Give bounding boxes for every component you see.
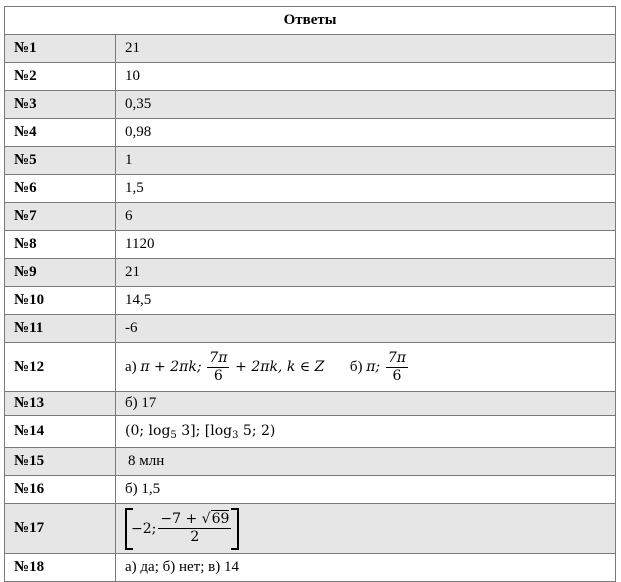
answer-value: 21 <box>116 35 616 63</box>
question-number: №1 <box>5 35 116 63</box>
interval-part: 3]; [log <box>176 422 233 439</box>
table-row <box>5 476 616 504</box>
table-row <box>5 35 616 63</box>
answer-value: а) да; б) нет; в) 14 <box>116 554 616 582</box>
question-number: №17 <box>5 504 116 554</box>
log-base: 5 <box>170 429 177 441</box>
table-row <box>5 147 616 175</box>
fraction <box>386 350 408 385</box>
sqrt-sign: √ <box>201 511 211 527</box>
answer-value: -6 <box>116 315 616 343</box>
table-row <box>5 231 616 259</box>
interval-part: 5; 2) <box>238 422 276 439</box>
sqrt-argument: 69 <box>211 511 230 527</box>
table-row <box>5 287 616 315</box>
fraction-numerator: 7π <box>387 349 406 366</box>
log-base: 3 <box>232 429 239 441</box>
table-row <box>5 63 616 91</box>
part-a-label: а) <box>125 358 137 375</box>
interval-part: (0; log <box>125 422 171 439</box>
question-number: №13 <box>5 392 116 416</box>
question-number: №4 <box>5 119 116 147</box>
table-row <box>5 203 616 231</box>
table-row <box>5 91 616 119</box>
part-b-label: б) <box>349 358 363 375</box>
question-number: №9 <box>5 259 116 287</box>
answer-value <box>116 343 616 392</box>
table-row <box>5 392 616 416</box>
answer-value: 1120 <box>116 231 616 259</box>
table-row <box>5 448 616 476</box>
fraction-numerator: 7π <box>209 349 228 366</box>
table-row <box>5 119 616 147</box>
answer-text: 8 млн <box>128 453 165 469</box>
answer-value: 14,5 <box>116 287 616 315</box>
part-a-expr-tail: + 2πk, k ∈ Z <box>235 358 325 375</box>
answer-value: б) 17 <box>116 392 616 416</box>
answer-value: 0,35 <box>116 91 616 119</box>
answer-value <box>116 416 616 448</box>
question-number: №6 <box>5 175 116 203</box>
fraction-denominator: 2 <box>190 529 200 545</box>
closed-interval <box>125 508 239 550</box>
answer-value: 1 <box>116 147 616 175</box>
question-number: №10 <box>5 287 116 315</box>
question-number: №14 <box>5 416 116 448</box>
table-row <box>5 175 616 203</box>
fraction-denominator: 6 <box>392 367 402 384</box>
answer-value: 10 <box>116 63 616 91</box>
question-number: №3 <box>5 91 116 119</box>
question-number: №15 <box>5 448 116 476</box>
answer-value <box>116 448 616 476</box>
question-number: №18 <box>5 554 116 582</box>
fraction <box>207 350 229 385</box>
table-title: Ответы <box>5 7 616 35</box>
answer-value: 1,5 <box>116 175 616 203</box>
table-row <box>5 416 616 448</box>
table-row <box>5 259 616 287</box>
answer-value: 6 <box>116 203 616 231</box>
answer-value <box>116 504 616 554</box>
answers-table <box>4 6 616 582</box>
question-number: №8 <box>5 231 116 259</box>
question-number: №12 <box>5 343 116 392</box>
answer-value: 21 <box>116 259 616 287</box>
fraction <box>158 511 231 546</box>
fraction-numerator: −7 + √69 <box>160 511 230 527</box>
question-number: №16 <box>5 476 116 504</box>
question-number: №7 <box>5 203 116 231</box>
table-row <box>5 315 616 343</box>
answer-value: б) 1,5 <box>116 476 616 504</box>
part-b-expr: π; <box>366 358 381 375</box>
answer-value: 0,98 <box>116 119 616 147</box>
fraction-denominator: 6 <box>213 367 223 384</box>
table-row <box>5 343 616 392</box>
question-number: №2 <box>5 63 116 91</box>
part-a-expr: π + 2πk; <box>140 358 202 375</box>
header-row <box>5 7 616 35</box>
interval-left: −2; <box>131 520 157 537</box>
question-number: №11 <box>5 315 116 343</box>
question-number: №5 <box>5 147 116 175</box>
table-row <box>5 504 616 554</box>
table-row <box>5 554 616 582</box>
